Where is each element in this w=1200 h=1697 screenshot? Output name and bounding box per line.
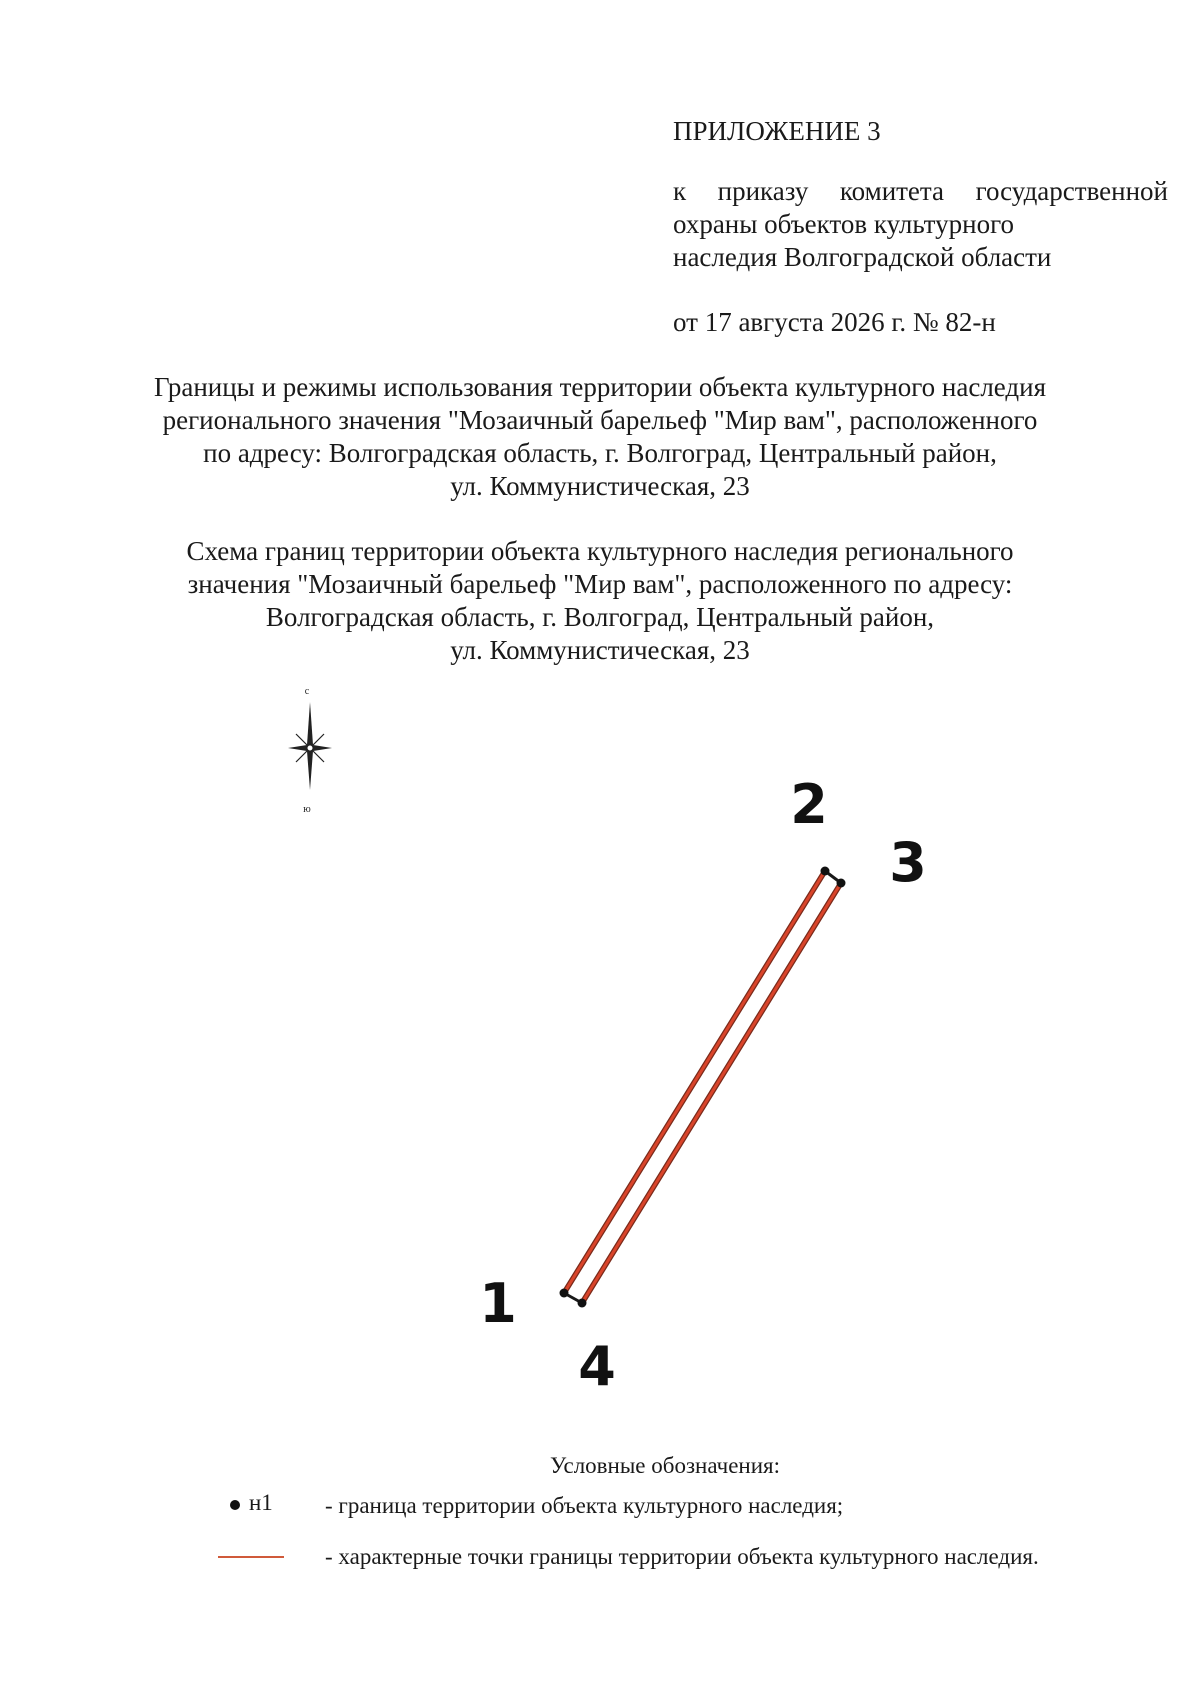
compass-rose-icon: [288, 686, 332, 815]
boundary-point-1-marker: [560, 1289, 569, 1298]
scheme-title-line-4: ул. Коммунистическая, 23: [450, 635, 750, 665]
scheme-title-line-2: значения "Мозаичный барельеф "Мир вам", расположенного по адресу:: [187, 569, 1013, 599]
boundary-point-4-label: 4: [578, 1335, 616, 1398]
legend-point-text: - граница территории объекта культурного наследия;: [325, 1493, 844, 1518]
legend-line-text: - характерные точки границы территории объекта культурного наследия.: [325, 1544, 1039, 1569]
legend-point-symbol-label: н1: [249, 1490, 273, 1515]
appendix-order-line-1: к приказу комитета государственной: [673, 176, 1168, 206]
appendix-title: ПРИЛОЖЕНИЕ 3: [673, 116, 881, 146]
appendix-order-line-2: охраны объектов культурного: [673, 209, 1014, 239]
boundary-point-3-marker: [837, 879, 846, 888]
heading-line-4: ул. Коммунистическая, 23: [450, 471, 750, 501]
heading-line-3: по адресу: Волгоградская область, г. Волгоград, Центральный район,: [203, 438, 997, 468]
heading-line-1: Границы и режимы использования территории объекта культурного наследия: [153, 372, 1047, 402]
appendix-order-line-3: наследия Волгоградской области: [673, 242, 1052, 272]
compass-north-letter: с: [304, 686, 310, 697]
legend-point-dot-icon: [230, 1500, 240, 1510]
boundary-point-2-marker: [821, 867, 830, 876]
appendix-date: от 17 августа 2026 г. № 82-н: [673, 307, 996, 337]
scheme-title-line-3: Волгоградская область, г. Волгоград, Центральный район,: [265, 602, 935, 632]
legend-title: Условные обозначения:: [549, 1453, 781, 1478]
compass-south-letter: ю: [303, 804, 311, 815]
boundary-point-1-label: 1: [479, 1272, 517, 1335]
boundary-point-3-label: 3: [889, 831, 927, 894]
heading-line-2: регионального значения "Мозаичный барельеф "Мир вам", расположенного: [162, 405, 1038, 435]
boundary-point-4-marker: [578, 1299, 587, 1308]
scheme-title-line-1: Схема границ территории объекта культурного наследия регионального: [186, 536, 1014, 566]
boundary-polygon: [564, 871, 841, 1303]
boundary-point-2-label: 2: [790, 773, 828, 836]
legend-boundary-line-icon: [218, 1556, 284, 1558]
